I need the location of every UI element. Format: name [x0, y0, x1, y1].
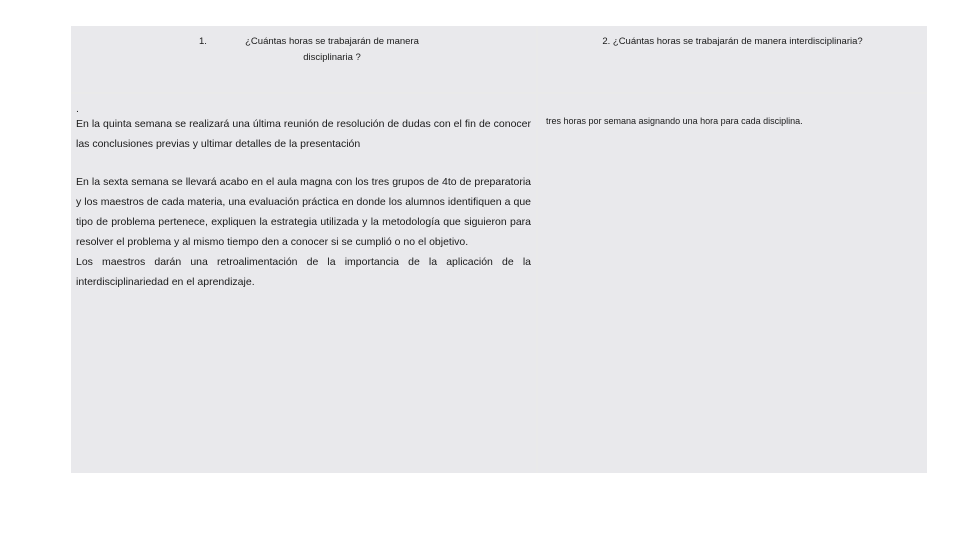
header-cell-interdisciplinary [538, 26, 927, 92]
paragraph-fifth-week: En la quinta semana se realizará una última reunión de resolución de dudas con el fin de conocer las conclusiones previas y ultimar detalles de la presentación [76, 118, 531, 150]
disciplinary-answer [76, 104, 531, 292]
paragraph-spacer [76, 154, 531, 172]
header-cell-disciplinary [71, 26, 536, 92]
question-number: 1. [199, 36, 207, 47]
bullet-dot: . [76, 103, 79, 115]
paragraph-feedback: Los maestros darán una retroalimentación de la importancia de la aplicación de la interdisciplinariedad en el aprendizaje. [76, 256, 531, 288]
paragraph-sixth-week: En la sexta semana se llevará acabo en el aula magna con los tres grupos de 4to de preparatoria y los maestros de cada materia, una evaluación práctica en donde los alumnos identifiquen a que tipo de problema pertenece, expliquen la estrategia utilizada y la metodología que siguieron para resolver el problema y al mismo tiempo den a conocer si se cumplió o no el objetivo. [76, 176, 531, 248]
question-text: ¿Cuántas horas se trabajarán de manera disciplinaria ? [245, 36, 419, 63]
body-cell-disciplinary [71, 94, 536, 473]
question-interdisciplinary-hours: 2. ¿Cuántas horas se trabajarán de manera interdisciplinaria? [602, 36, 863, 47]
hours-table [71, 26, 927, 473]
interdisciplinary-answer: tres horas por semana asignando una hora para cada disciplina. [546, 116, 803, 126]
body-cell-interdisciplinary [538, 94, 927, 473]
